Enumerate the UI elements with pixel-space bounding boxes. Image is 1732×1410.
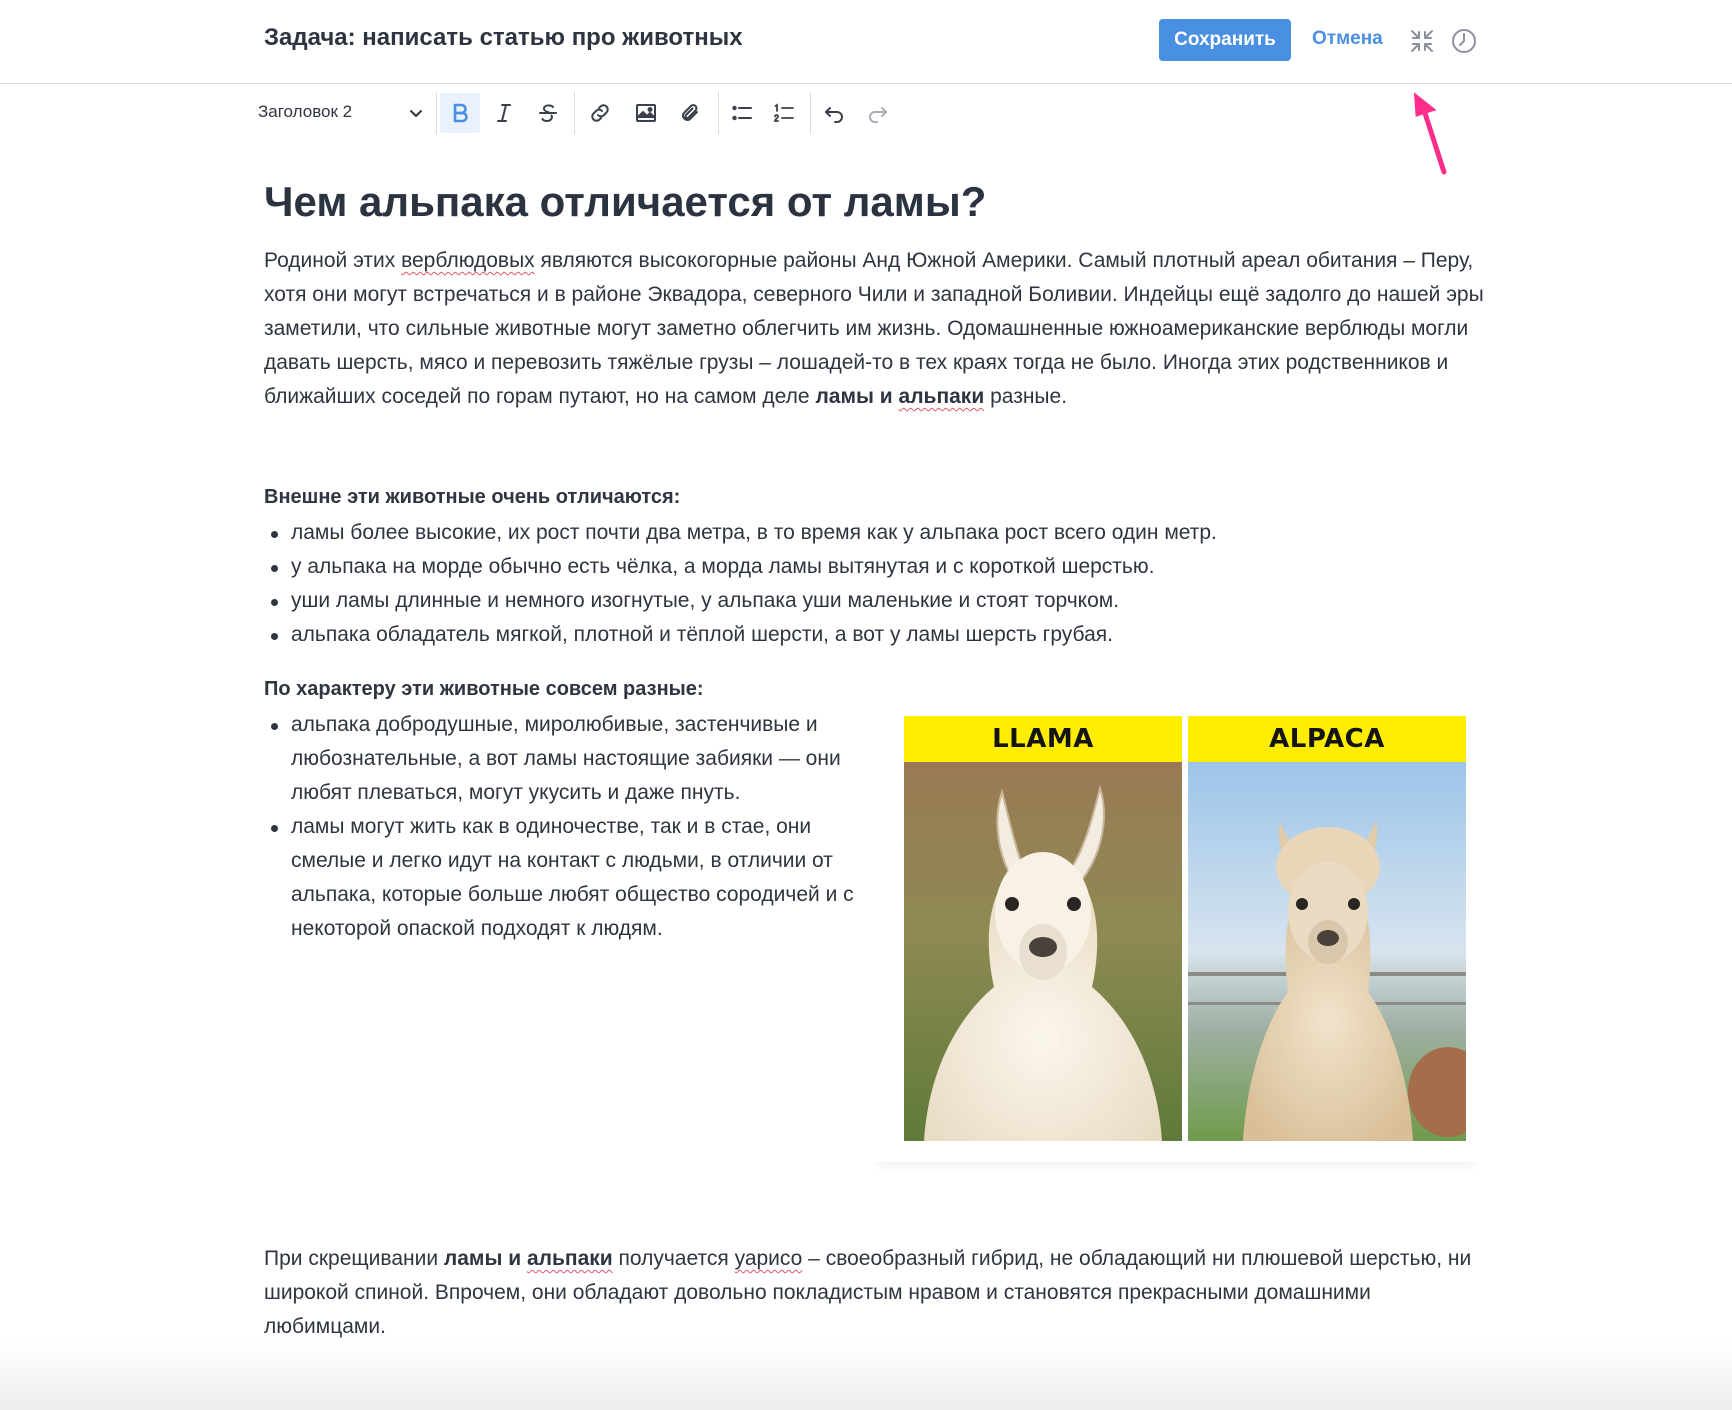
llama-alpaca-image[interactable] xyxy=(872,700,1480,1162)
link-icon xyxy=(588,101,612,125)
editor-header xyxy=(0,0,1732,84)
llama-label: LLAMA xyxy=(904,716,1182,762)
numbered-list-icon xyxy=(772,101,796,125)
list-item[interactable]: альпака добродушные, миролюбивые, застенчивые и любознательные, а вот ламы настоящие забияки — они любят плеваться, могут укусить и даже пнуть. xyxy=(264,708,854,810)
alpaca-panel xyxy=(1188,716,1466,1141)
list-item[interactable]: ламы более высокие, их рост почти два метра, в то время как у альпака рост всего один метр. xyxy=(264,516,1492,550)
list-item[interactable]: уши ламы длинные и немного изогнутые, у альпака уши маленькие и стоят торчком. xyxy=(264,584,1492,618)
outro-paragraph[interactable] xyxy=(264,1242,1492,1344)
undo-icon xyxy=(822,101,846,125)
toolbar-divider xyxy=(718,92,719,134)
bold-text: ламы и xyxy=(443,1247,527,1270)
misspelled-word[interactable]: альпаки xyxy=(526,1247,613,1270)
article-title[interactable]: Чем альпака отличается от ламы? xyxy=(264,178,987,225)
bold-button[interactable] xyxy=(440,93,480,133)
numbered-list-button[interactable] xyxy=(764,93,804,133)
llama-panel xyxy=(904,716,1182,1141)
character-heading[interactable]: По характеру эти животные совсем разные: xyxy=(264,678,704,700)
intro-text: являются высокогорные районы Анд Южной Америки. Самый плотный ареал обитания – Перу, хотя они могут встречаться и в районе Эквадора, северного Чили и западной Боливии. Индейцы ещё задолго до нашей эры заметили, что сильные животные могут заметно облегчить им жизнь. Одомашненные южноамериканские верблюды могли давать шерсть, мясо и перевозить тяжёлые грузы – лошадей-то в тех краях тогда не было. Иногда этих родственников и ближайших соседей по горам путают, но на самом деле xyxy=(264,249,1484,408)
formatting-toolbar xyxy=(248,88,928,136)
alpaca-photo xyxy=(1188,762,1466,1141)
task-title: Задача: написать статью про животных xyxy=(264,24,743,51)
outro-text: получается xyxy=(612,1247,735,1270)
block-type-select[interactable] xyxy=(258,100,428,126)
appearance-heading[interactable]: Внешне эти животные очень отличаются: xyxy=(264,486,681,508)
intro-text: Родиной этих xyxy=(264,249,402,272)
intro-text: разные. xyxy=(984,385,1068,408)
bottom-fade xyxy=(0,1340,1732,1410)
chevron-down-icon xyxy=(408,105,424,121)
toolbar-divider xyxy=(574,92,575,134)
redo-icon xyxy=(866,101,890,125)
intro-paragraph[interactable] xyxy=(264,244,1492,414)
strikethrough-button[interactable] xyxy=(528,93,568,133)
list-item[interactable]: ламы могут жить как в одиночестве, так и в стае, они смелые и легко идут на контакт с людьми, в отличии от альпака, которые больше любят общество сородичей и с некоторой опаской подходят к людям. xyxy=(264,810,854,946)
undo-button[interactable] xyxy=(814,93,854,133)
strikethrough-icon xyxy=(536,101,560,125)
paperclip-icon xyxy=(678,101,702,125)
list-item[interactable]: у альпака на морде обычно есть чёлка, а морда ламы вытянутая и с короткой шерстью. xyxy=(264,550,1492,584)
character-list xyxy=(264,708,854,946)
toolbar-divider xyxy=(810,92,811,134)
outro-text: При скрещивании xyxy=(264,1247,444,1270)
bold-icon xyxy=(448,101,472,125)
block-type-value: Заголовок 2 xyxy=(258,102,353,121)
clock-history-icon[interactable] xyxy=(1450,27,1478,55)
annotation-arrow-icon xyxy=(1412,86,1452,178)
toolbar-divider xyxy=(436,92,437,134)
list-item[interactable]: альпака обладатель мягкой, плотной и тёплой шерсти, а вот у ламы шерсть грубая. xyxy=(264,618,1492,652)
image-button[interactable] xyxy=(626,93,666,133)
llama-photo xyxy=(904,762,1182,1141)
save-button[interactable]: Сохранить xyxy=(1159,19,1291,61)
cancel-button[interactable]: Отмена xyxy=(1312,28,1383,49)
italic-button[interactable] xyxy=(484,93,524,133)
bold-text: ламы и xyxy=(815,385,899,408)
link-button[interactable] xyxy=(580,93,620,133)
appearance-list xyxy=(264,516,1492,652)
collapse-arrows-icon[interactable] xyxy=(1408,27,1436,55)
image-icon xyxy=(634,101,658,125)
redo-button[interactable] xyxy=(858,93,898,133)
outro-text: – своеобразный гибрид, не обладающий ни плюшевой шерстью, ни широкой спиной. Впрочем, они обладают довольно покладистым нравом и становятся прекрасными домашними любимцами. xyxy=(264,1247,1472,1338)
misspelled-word[interactable]: верблюдовых xyxy=(401,249,535,272)
misspelled-word[interactable]: уарисо xyxy=(734,1247,803,1270)
italic-icon xyxy=(492,101,516,125)
attachment-button[interactable] xyxy=(670,93,710,133)
bullet-list-button[interactable] xyxy=(722,93,762,133)
alpaca-label: ALPACA xyxy=(1188,716,1466,762)
misspelled-word[interactable]: альпаки xyxy=(898,385,985,408)
bullet-list-icon xyxy=(730,101,754,125)
